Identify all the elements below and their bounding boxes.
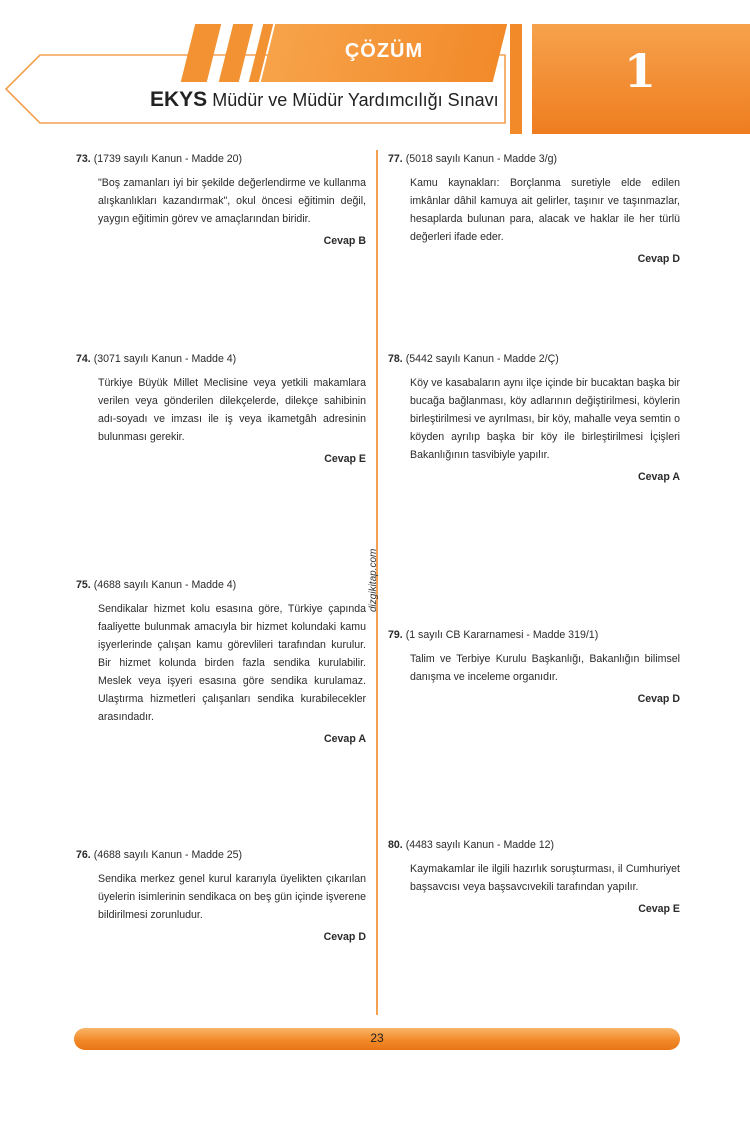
solution-label: ÇÖZÜM (344, 40, 424, 62)
answer-label: Cevap E (324, 453, 366, 465)
question-text: Talim ve Terbiye Kurulu Başkanlığı, Bakanlığın bilimsel danışma ve inceleme organıdır. (410, 653, 680, 683)
question-78 (388, 350, 680, 486)
question-text: Kaymakamlar ile ilgili hazırlık soruşturması, il Cumhuriyet başsavcısı veya başsavcıvekili tarafından yapılır. (410, 863, 680, 893)
answer-label: Cevap E (638, 903, 680, 915)
question-source: (4483 sayılı Kanun - Madde 12) (405, 839, 555, 851)
question-80 (388, 836, 680, 918)
question-text: Köy ve kasabaların aynı ilçe içinde bir bucaktan başka bir bucağa bağlanması, köy adlarının değiştirilmesi, köylerin birleştirilmesi ve ayrılması, bir köy, mahalle veya semtin o köyden ayrılıp başka bir köy ile birleştirilmesi İçişleri Bakanlığının tasvibiyle yapılır. (410, 377, 680, 461)
question-source: (5018 sayılı Kanun - Madde 3/g) (405, 153, 558, 165)
answer-label: Cevap A (324, 733, 366, 745)
exam-title-text: Müdür ve Müdür Yardımcılığı Sınavı (212, 90, 499, 110)
question-79 (388, 626, 680, 708)
exam-title (150, 88, 499, 112)
question-source: (5442 sayılı Kanun - Madde 2/Ç) (405, 353, 559, 365)
question-text: Türkiye Büyük Millet Meclisine veya yetkili makamlara verilen veya gönderilen dilekçelerde, dilekçe sahibinin adı-soyadı ve imzası ile iş veya ikametgâh adresinin bulunması gerekir. (98, 377, 366, 443)
header-accent-bar (510, 24, 522, 134)
page-number: 23 (370, 1031, 384, 1045)
question-source: (4688 sayılı Kanun - Madde 25) (93, 849, 243, 861)
question-source: (3071 sayılı Kanun - Madde 4) (93, 353, 237, 365)
question-text: Kamu kaynakları: Borçlanma suretiyle elde edilen imkânlar dâhil kamuya ait gelirler, taşınır ve taşınmazlar, hesaplarda bulunan para, alacak ve haklar ile her türlü değerleri ifade eder. (410, 177, 680, 243)
question-75 (76, 576, 366, 748)
answer-label: Cevap D (637, 693, 680, 705)
exam-prefix: EKYS (150, 88, 208, 111)
watermark-text: dizgikitap.com (368, 548, 379, 612)
book-number: 1 (623, 44, 656, 98)
question-76 (76, 846, 366, 946)
question-number: 78. (388, 353, 403, 365)
answer-label: Cevap D (637, 253, 680, 265)
question-source: (4688 sayılı Kanun - Madde 4) (93, 579, 237, 591)
question-text: Sendikalar hizmet kolu esasına göre, Türkiye çapında faaliyette bulunmak amacıyla bir hizmet kolundaki kamu işyerlerinde çalışan kamu görevlileri tarafından kurulur. Bir hizmet kolunda birden fazla sendika kurulabilir. Meslek veya işyeri esasına göre sendika kurulamaz. Ulaştırma hizmetleri çalışanları sendika kurabilecekler arasındadır. (98, 603, 366, 723)
answer-label: Cevap B (323, 235, 366, 247)
question-77 (388, 150, 680, 268)
question-number: 80. (388, 839, 403, 851)
question-number: 74. (76, 353, 91, 365)
question-number: 76. (76, 849, 91, 861)
question-text: "Boş zamanları iyi bir şekilde değerlendirme ve kullanma alışkanlıkları kazandırmak", okul öncesi eğitimin değil, yaygın eğitimin görev ve amaçlarından biridir. (98, 177, 366, 225)
question-source: (1739 sayılı Kanun - Madde 20) (93, 153, 243, 165)
question-number: 75. (76, 579, 91, 591)
answer-label: Cevap A (638, 471, 680, 483)
question-number: 73. (76, 153, 91, 165)
question-source: (1 sayılı CB Kararnamesi - Madde 319/1) (405, 629, 599, 641)
question-74 (76, 350, 366, 468)
answer-label: Cevap D (323, 931, 366, 943)
question-number: 77. (388, 153, 403, 165)
question-73 (76, 150, 366, 250)
question-text: Sendika merkez genel kurul kararıyla üyelikten çıkarılan üyelerin isimlerinin sendikaca on beş gün içinde işverene bildirilmesi zorunludur. (98, 873, 366, 921)
question-number: 79. (388, 629, 403, 641)
